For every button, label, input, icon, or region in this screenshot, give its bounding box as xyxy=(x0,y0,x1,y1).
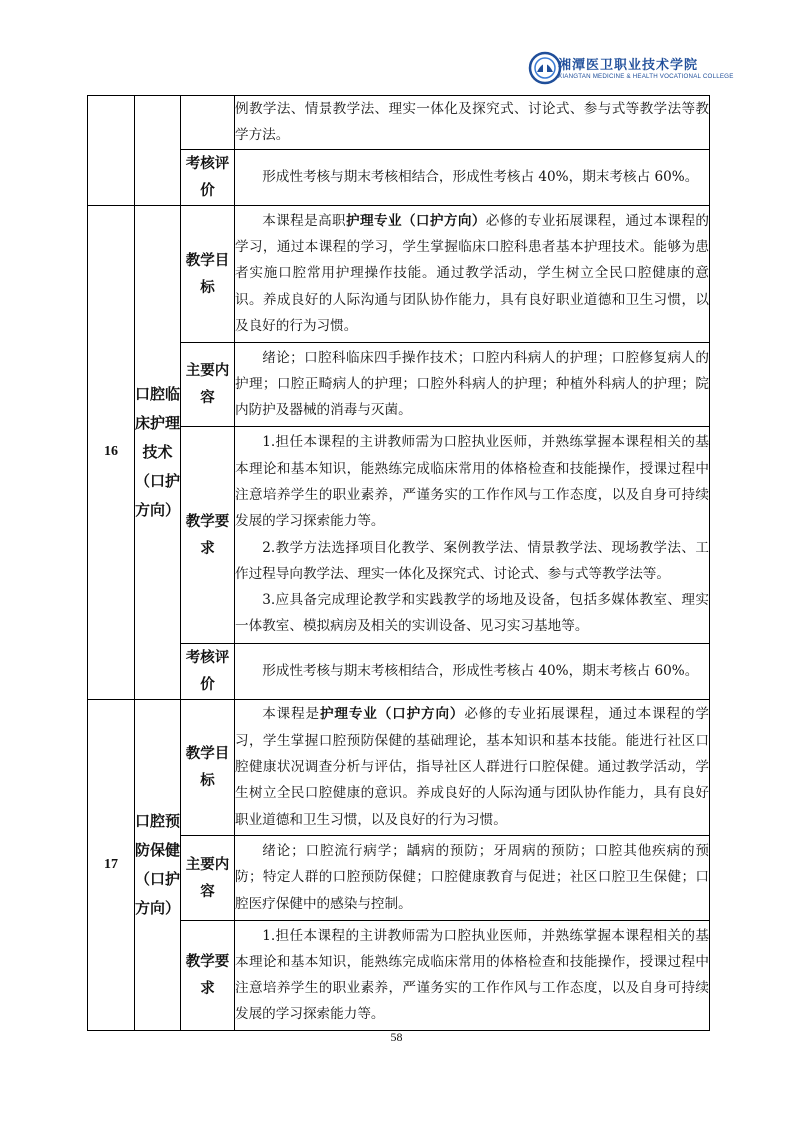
requirement-text: 1.担任本课程的主讲教师需为口腔执业医师，并熟练掌握本课程相关的基本理论和基本知识，能熟练完成临床常用的体格检查和技能操作，授课过程中注意培养学生的职业素养，严谨务实的工作作风与工作态度，以及自身可持续发展的学习探索能力等。 xyxy=(235,920,710,1030)
assessment-text: 形成性考核与期末考核相结合，形成性考核占 40%，期末考核占 60%。 xyxy=(235,149,710,205)
assess-label: 考核评价 xyxy=(181,149,235,205)
course-name: 口腔预防保健（口护方向） xyxy=(135,699,181,1030)
requirement-label: 教学要求 xyxy=(181,920,235,1030)
goal-label: 教学目标 xyxy=(181,205,235,342)
requirement-label: 教学要求 xyxy=(181,426,235,643)
goal-text: 本课程是护理专业（口护方向）必修的专业拓展课程，通过本课程的学习，学生掌握口腔预防保健的基础理论，基本知识和基本技能。能进行社区口腔健康状况调查分析与评估，指导社区人群进行口腔保健。通过教学活动，学生树立全民口腔健康的意识。养成良好的人际沟通与团队协作能力，具有良好职业道德和卫生习惯，以及良好的行为习惯。 xyxy=(235,699,710,835)
table-row xyxy=(88,835,710,920)
table-row xyxy=(88,699,710,835)
course-table xyxy=(87,95,710,1031)
table-row xyxy=(88,96,710,150)
course-name: 口腔临床护理技术（口护方向） xyxy=(135,205,181,699)
goal-text: 本课程是高职护理专业（口护方向）必修的专业拓展课程，通过本课程的学习，通过本课程的学习，学生掌握临床口腔科患者基本护理技术。能够为患者实施口腔常用护理操作技能。通过教学活动，学生树立全民口腔健康的意识。养成良好的人际沟通与团队协作能力，具有良好职业道德和卫生习惯，以及良好的行为习惯。 xyxy=(235,205,710,342)
college-subtitle: XIANGTAN MEDICINE & HEALTH VOCATIONAL COLLEGE xyxy=(558,73,734,80)
course-number: 17 xyxy=(88,699,135,1030)
main-content-text: 绪论；口腔科临床四手操作技术；口腔内科病人的护理；口腔修复病人的护理；口腔正畸病人的护理；口腔外科病人的护理；种植外科病人的护理；院内防护及器械的消毒与灭菌。 xyxy=(235,342,710,426)
table-row xyxy=(88,342,710,426)
main-content-label: 主要内容 xyxy=(181,342,235,426)
table-row xyxy=(88,920,710,1030)
main-content-text: 绪论；口腔流行病学；龋病的预防；牙周病的预防；口腔其他疾病的预防；特定人群的口腔预防保健；口腔健康教育与促进；社区口腔卫生保健；口腔医疗保健中的感染与控制。 xyxy=(235,835,710,920)
main-content-label: 主要内容 xyxy=(181,835,235,920)
assess-label: 考核评价 xyxy=(181,643,235,699)
requirement-text: 1.担任本课程的主讲教师需为口腔执业医师，并熟练掌握本课程相关的基本理论和基本知识，能熟练完成临床常用的体格检查和技能操作，授课过程中注意培养学生的职业素养，严谨务实的工作作风与工作态度，以及自身可持续发展的学习探索能力等。 2.教学方法选择项目化教学、案例教学法、情景教学法、现场教学法、工作过程导向教学法、理实一体化及探究式、讨论式、参与式等教学法等。 3.应具备完成理论教学和实践教学的场地及设备，包括多媒体教室、理实一体教室、模拟病房及相关的实训设备、见习实习基地等。 xyxy=(235,426,710,643)
table-row xyxy=(88,426,710,643)
course-number: 16 xyxy=(88,205,135,699)
requirement-continuation: 例教学法、情景教学法、理实一体化及探究式、讨论式、参与式等教学法等教学方法。 xyxy=(235,96,710,150)
table-row xyxy=(88,643,710,699)
college-name: 湘潭医卫职业技术学院 xyxy=(558,58,699,73)
table-row xyxy=(88,205,710,342)
page-number: 58 xyxy=(390,1030,403,1044)
goal-label: 教学目标 xyxy=(181,699,235,835)
assessment-text: 形成性考核与期末考核相结合，形成性考核占 40%，期末考核占 60%。 xyxy=(235,643,710,699)
table-row xyxy=(88,149,710,205)
